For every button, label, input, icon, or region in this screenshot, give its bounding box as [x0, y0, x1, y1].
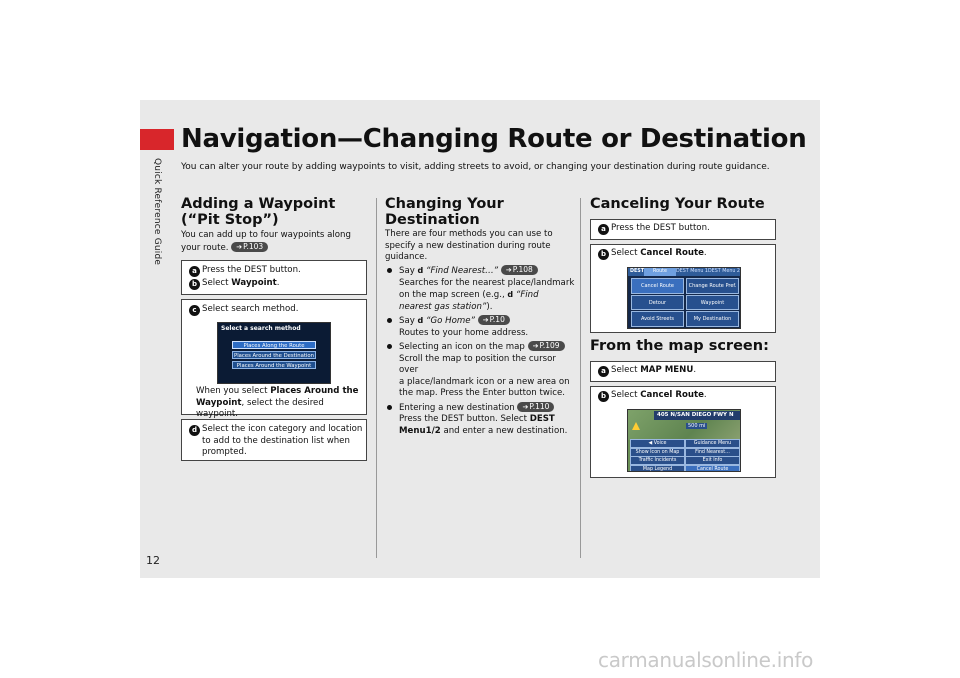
list-item: Say d “Go Home” ➔P.10 Routes to your home address.: [385, 315, 577, 339]
step-number: c: [189, 305, 200, 316]
bullet-icon: [387, 405, 392, 410]
step-text: Select Waypoint.: [202, 278, 280, 288]
page-subtitle: You can alter your route by adding waypoints to visit, adding streets to avoid, or changing your destination during route guidance.: [181, 162, 770, 172]
arrow-icon: ➔: [522, 402, 529, 411]
page-ref-link[interactable]: ➔P.103: [231, 242, 268, 252]
exit-info-menu-item[interactable]: Exit Info: [685, 456, 740, 465]
page-title: Navigation—Changing Route or Destination: [181, 124, 807, 154]
voice-menu-item[interactable]: ◀ Voice: [630, 439, 685, 448]
waypoint-button[interactable]: Waypoint: [686, 295, 739, 310]
map-step-2: [590, 386, 776, 478]
section-tab: [140, 129, 174, 150]
page-number: 12: [146, 554, 160, 567]
page-ref-link[interactable]: ➔P.10: [478, 315, 510, 325]
change-route-pref-button[interactable]: Change Route Pref.: [686, 278, 739, 294]
step-text: Press the DEST button.: [202, 265, 301, 275]
step-number: d: [189, 425, 200, 436]
page-ref-link[interactable]: ➔P.108: [501, 265, 538, 275]
cancel-route-menu-item[interactable]: Cancel Route: [685, 465, 740, 473]
screen-title: Select a search method: [221, 325, 301, 332]
show-icon-menu-item[interactable]: Show Icon on Map: [630, 448, 685, 457]
waypoint-heading: Adding a Waypoint (“Pit Stop”): [181, 196, 336, 228]
dest-label: DEST: [630, 269, 644, 274]
destination-methods-list: [385, 265, 577, 439]
tab-dest-menu-2[interactable]: DEST Menu 2: [708, 269, 740, 274]
arrow-icon: ➔: [505, 266, 512, 274]
search-method-screen: [217, 322, 331, 384]
list-item: Say d “Find Nearest…” ➔P.108 Searches for the nearest place/landmark on the map screen (e.g., d “Find nearest gas station”).: [385, 265, 577, 313]
watermark: carmanualsonline.info: [598, 648, 814, 672]
my-destination-button[interactable]: My Destination: [686, 311, 739, 327]
column-divider: [580, 198, 581, 558]
guidance-menu-item[interactable]: Guidance Menu: [685, 439, 740, 448]
change-destination-intro: There are four methods you can use to specify a new destination during route guidance.: [385, 229, 553, 262]
step-text: Select the icon category and location: [202, 424, 363, 434]
change-destination-heading: Changing Your Destination: [385, 196, 504, 228]
column-divider: [376, 198, 377, 558]
step-text: Select search method.: [202, 304, 299, 314]
arrow-icon: ➔: [482, 316, 489, 324]
traffic-incidents-menu-item[interactable]: Traffic Incidents: [630, 456, 685, 465]
step-text: Select Cancel Route.: [611, 390, 707, 400]
map-menu-screen: [627, 409, 741, 472]
step-number: a: [189, 266, 200, 277]
cancel-step-1: [590, 219, 776, 240]
bullet-icon: [387, 318, 392, 323]
step-text: to add to the destination list when: [202, 435, 350, 446]
cancel-route-heading: Canceling Your Route: [590, 196, 765, 212]
step-text: prompted.: [202, 447, 247, 457]
step-number: a: [598, 366, 609, 377]
voice-icon: d: [507, 290, 514, 299]
page-ref-link[interactable]: ➔P.109: [528, 341, 565, 351]
waypoint-step-4: [181, 419, 367, 461]
step-number: b: [598, 249, 609, 260]
cancel-route-button[interactable]: Cancel Route: [631, 278, 684, 294]
waypoint-steps-1-2: [181, 260, 367, 295]
map-screen-heading: From the map screen:: [590, 338, 769, 354]
step-number: b: [189, 279, 200, 290]
bullet-icon: [387, 344, 392, 349]
voice-icon: d: [417, 266, 424, 275]
bullet-icon: [387, 268, 392, 273]
step-number: b: [598, 391, 609, 402]
tab-route[interactable]: Route: [644, 268, 676, 276]
list-item: Entering a new destination ➔P.110 Press the DEST button. Select DEST Menu1/2 and enter a new destination.: [385, 402, 577, 438]
arrow-icon: ➔: [532, 342, 539, 350]
waypoint-intro: You can add up to four waypoints along your route. ➔P.103: [181, 230, 351, 253]
page-ref-link[interactable]: ➔P.110: [517, 402, 554, 412]
tab-dest-menu-1[interactable]: DEST Menu 1: [676, 269, 708, 274]
voice-icon: d: [417, 316, 424, 325]
vehicle-arrow-icon: [632, 422, 640, 430]
cancel-step-2: [590, 244, 776, 333]
list-item: Selecting an icon on the map ➔P.109 Scroll the map to position the cursor over a place/landmark icon or a new area on the map. Press the Enter button twice.: [385, 341, 577, 400]
search-option[interactable]: Places Along the Route: [232, 341, 316, 349]
search-option[interactable]: Places Around the Destination: [232, 351, 316, 359]
speaker-icon: ◀: [648, 441, 654, 446]
step-text: Select Cancel Route.: [611, 248, 707, 258]
step-number: a: [598, 224, 609, 235]
distance-readout: 500 mi: [688, 423, 706, 429]
step-note: When you select Places Around the Waypoint, select the desired waypoint.: [196, 386, 359, 419]
find-nearest-menu-item[interactable]: Find Nearest…: [685, 448, 740, 457]
arrow-icon: ➔: [236, 242, 243, 251]
road-name-bar: 405 N/SAN DIEGO FWY N: [654, 411, 740, 420]
step-text: Press the DEST button.: [611, 223, 710, 233]
avoid-streets-button[interactable]: Avoid Streets: [631, 311, 684, 327]
dest-menu-screen: [627, 267, 741, 329]
search-option[interactable]: Places Around the Waypoint: [232, 361, 316, 369]
sidebar-label: Quick Reference Guide: [152, 158, 162, 266]
detour-button[interactable]: Detour: [631, 295, 684, 310]
step-text: Select MAP MENU.: [611, 365, 697, 375]
map-step-1: [590, 361, 776, 382]
map-legend-menu-item[interactable]: Map Legend: [630, 465, 685, 473]
waypoint-step-3: [181, 299, 367, 419]
